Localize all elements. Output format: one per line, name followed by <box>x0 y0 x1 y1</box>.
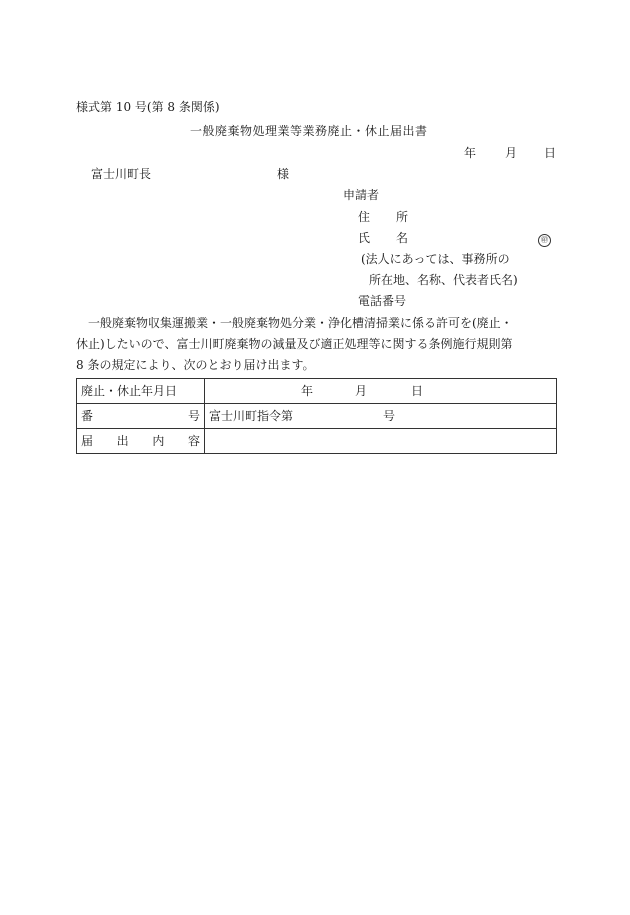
permit-number-suffix: 号 <box>383 409 396 423</box>
applicant-heading: 申請者 <box>343 188 380 202</box>
date-month: 月 <box>505 146 518 160</box>
addressee-honorific: 様 <box>277 167 290 181</box>
table-row-number <box>77 404 557 429</box>
seal-mark: ㊞ <box>538 234 551 247</box>
date-day: 日 <box>544 146 557 160</box>
phone-label: 電話番号 <box>358 294 407 308</box>
table-row-content <box>77 429 557 454</box>
address-label <box>358 210 408 224</box>
address-label-2: 所 <box>395 210 408 224</box>
corporate-note-line1: (法人にあっては、事務所の <box>361 252 510 266</box>
field-month: 月 <box>355 384 368 398</box>
content-label-4: 容 <box>187 434 200 448</box>
content-label-3: 内 <box>152 434 165 448</box>
addressee-name: 富士川町長 <box>91 167 152 181</box>
abolition-date-label: 廃止・休止年月日 <box>77 379 205 404</box>
permit-number-field[interactable] <box>205 404 557 429</box>
abolition-date-field[interactable] <box>205 379 557 404</box>
name-label <box>358 231 408 245</box>
content-label-2: 出 <box>116 434 129 448</box>
field-day: 日 <box>411 384 424 398</box>
number-label-1: 番 <box>81 409 94 423</box>
date-year: 年 <box>464 146 477 160</box>
notification-table <box>76 378 557 454</box>
address-label-1: 住 <box>358 210 371 224</box>
field-year: 年 <box>301 384 314 398</box>
content-label <box>77 429 205 454</box>
name-label-1: 氏 <box>358 231 371 245</box>
body-line3: 8 条の規定により、次のとおり届け出ます。 <box>76 358 315 372</box>
body-line2: 休止)したいので、富士川町廃棄物の減量及び適正処理等に関する条例施行規則第 <box>76 337 513 351</box>
body-line1: 一般廃棄物収集運搬業・一般廃棄物処分業・浄化槽清掃業に係る許可を(廃止・ <box>88 316 513 330</box>
corporate-note-line2: 所在地、名称、代表者氏名) <box>369 273 518 287</box>
table-row-date <box>77 379 557 404</box>
notification-content-field[interactable] <box>205 429 557 454</box>
number-label-2: 号 <box>187 409 200 423</box>
document-title: 一般廃棄物処理業等業務廃止・休止届出書 <box>190 124 428 138</box>
number-label <box>77 404 205 429</box>
permit-number-prefix: 富士川町指令第 <box>209 409 294 423</box>
form-number: 様式第 10 号(第 8 条関係) <box>76 100 220 114</box>
content-label-1: 届 <box>81 434 94 448</box>
body-text <box>76 313 558 376</box>
name-label-2: 名 <box>395 231 408 245</box>
